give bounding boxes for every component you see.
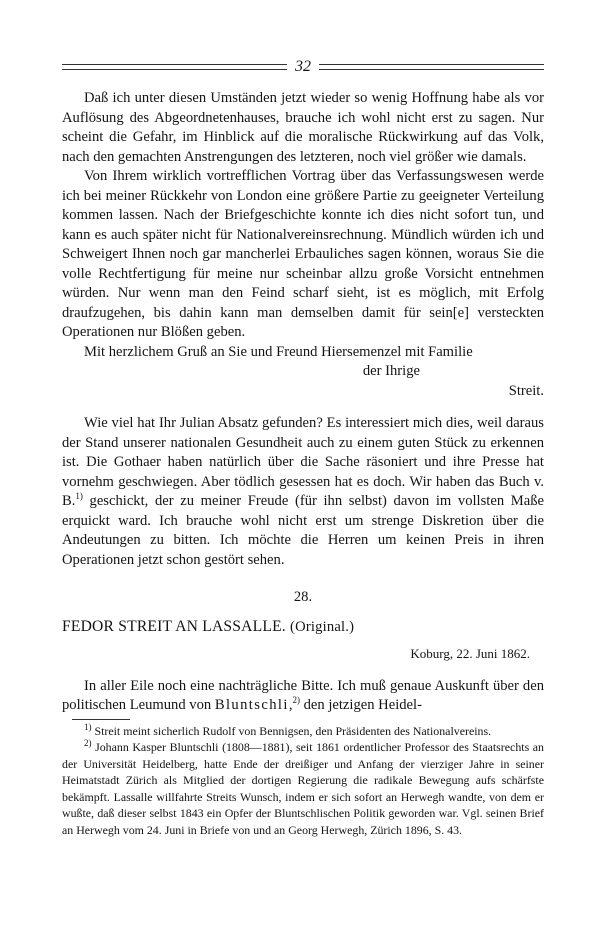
postscript-text-a: Wie viel hat Ihr Julian Absatz gefunden? Es interessiert mich dies, weil daraus der Stand unserer nationalen Gesundheit auch zu einem guten Stück zu erkennen ist. Die Gothaer haben natürlich über die Sache räsoniert und ihre Presse hat vornehm geschwiegen. Aber tödlich gesessen hat es doch. Wir haben das Buch v. B. (62, 415, 544, 509)
footnote-marker: 2) (292, 695, 300, 706)
letter-text-a: In aller Eile noch eine nachträgliche Bitte. Ich muß genaue Auskunft über den politischen Leumund von (62, 677, 544, 713)
paragraph: Von Ihrem wirklich vortrefflichen Vortrag über das Verfassungswesen werde ich bei meiner Rückkehr von London eine größere Partie zu geeigneter Verteilung kommen lassen. Nach der Briefgeschichte konnte ich dies nicht sofort tun, und kann es auch später nicht für Nationalvereinsrechnung. Mündlich würden ich und Schweigert Ihnen noch gar mancherlei Erbauliches sagen können, woraus Sie die volle Rechtfertigung für meine nur scheinbar allzu große Vorsicht entnehmen würden. Nur wenn man den Feind scharf sieht, ist es möglich, mit Erfolg draufzugehen, bis dahin kann man demselben damit für sein[e] versteckten Operationen nur Blößen geben. (62, 168, 544, 340)
closing-line: der Ihrige (362, 363, 420, 379)
header-rule-right (319, 64, 544, 70)
footnote-text: Streit meint sicherlich Rudolf von Bennigsen, den Präsidenten des Nationalvereins. (91, 723, 492, 738)
footnote-number: 1) (84, 721, 92, 732)
letter-heading (62, 617, 544, 638)
footnote (62, 723, 544, 740)
letter-text-b: den jetzigen Heidel- (299, 697, 422, 713)
postscript-text-b: geschickt, der zu meiner Freude (für ihn selbst) davon im vollsten Maße erquickt ward. Ich brauche wohl nicht erst um strenge Diskretion über die Andeutungen zu bitten. Ich möchte die Herren um keinen Preis in ihren Operationen jetzt schon gestört sehen. (62, 493, 544, 568)
header-rule-left (62, 64, 287, 70)
footnote-number: 2) (84, 738, 92, 749)
letter-paragraph (62, 677, 544, 716)
letter-heading-note: (Original.) (290, 618, 355, 635)
letter-spaced-name: Bluntschli (214, 697, 289, 713)
footnote-text: Johann Kasper Bluntschli (1808—1881), seit 1861 ordentlicher Professor des Staatsrechts an der Universität Heidelberg, hatte Ende der dreißiger und Anfang der vierziger Jahre in seiner Heimatstadt Zürich als Mitglied der dortigen Regierung die radikale Bewegung aufs schärfste bekämpft. Lassalle willfahrte Streits Wunsch, indem er sich sofort an Herwegh wandte, von dem er wußte, daß dieser selbst 1843 ein Opfer der Bluntschlischen Politik geworden war. Vgl. seinen Brief an Herwegh vom 24. Juni in Briefe von und an Georg Herwegh, Zürich 1896, S. 43. (62, 740, 544, 837)
footnote-marker: 1) (75, 491, 83, 502)
main-text (62, 89, 544, 838)
letter-heading-title: FEDOR STREIT AN LASSALLE. (62, 617, 286, 635)
footnotes (62, 723, 544, 839)
letter-number: 28. (293, 589, 313, 605)
signature: Streit. (508, 382, 544, 399)
paragraph: Daß ich unter diesen Umständen jetzt wieder so wenig Hoffnung habe als vor Auflösung des Abgeordnetenhauses, brauche ich wohl nicht erst zu sagen. Nur scheint die Gefahr, im Hinblick auf die moralische Rückwirkung auf das Volk, nach den gemachten Anstrengungen des letzteren, noch viel größer wie damals. (62, 90, 544, 165)
letter-comma: , (288, 697, 293, 713)
footnote-rule (72, 719, 130, 720)
postscript-paragraph (62, 414, 544, 570)
greeting-paragraph: Mit herzlichem Gruß an Sie und Freund Hiersemenzel mit Familie (84, 343, 473, 360)
footnote (62, 739, 544, 838)
letter-date: Koburg, 22. Juni 1862. (410, 646, 530, 661)
page-header (62, 55, 544, 79)
page-number: 32 (295, 58, 311, 75)
